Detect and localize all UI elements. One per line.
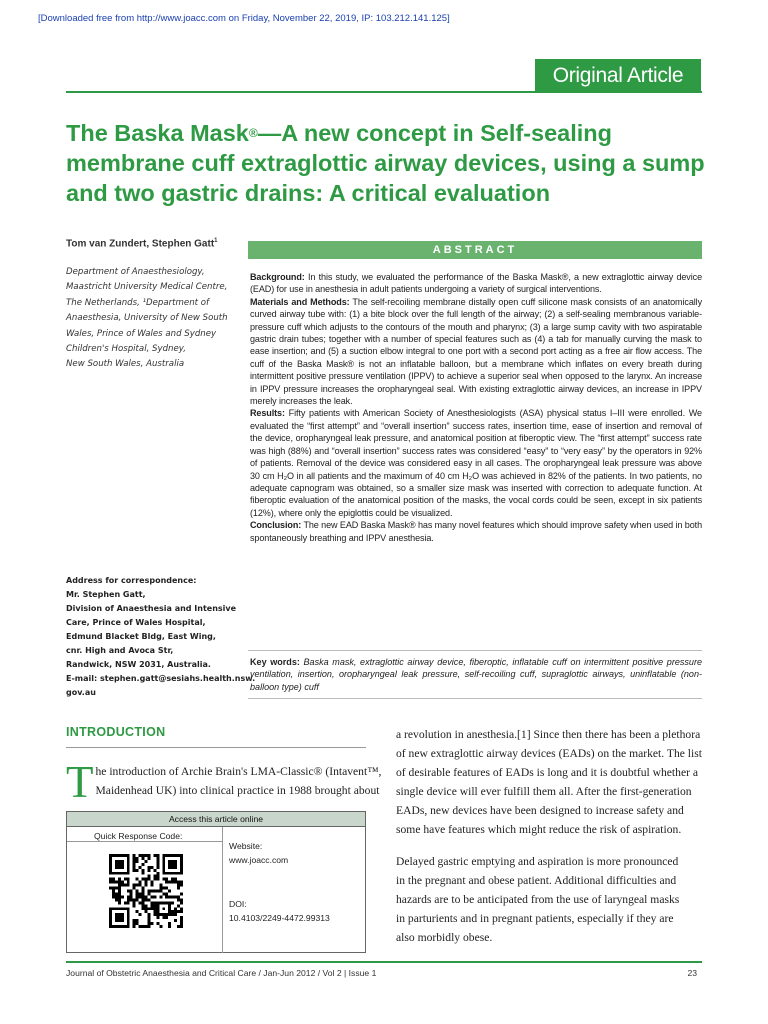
affiliation-line: New South Wales, Australia — [66, 359, 185, 370]
download-note: [Downloaded free from http://www.joacc.com on Friday, November 22, 2019, IP: 103.212.141.125] — [38, 13, 450, 24]
body-line: a revolution in anesthesia.[1] Since then there has been a plethora — [396, 728, 701, 741]
body-line: some have features which might reduce the risk of aspiration. — [396, 823, 682, 836]
body-line: in parturients and in pregnant patients, especially if they are — [396, 912, 674, 925]
abstract-section-label: Results: — [250, 408, 285, 419]
abstract-results — [250, 407, 702, 519]
drop-cap: T — [66, 757, 94, 807]
article-title — [66, 118, 716, 208]
qr-code-icon[interactable] — [109, 854, 183, 928]
abstract-conclusion — [250, 519, 702, 544]
keywords-label: Key words: — [250, 657, 300, 667]
abstract-section-label: Conclusion: — [250, 520, 302, 531]
access-box-divider — [222, 827, 223, 953]
abstract-section-label: Materials and Methods: — [250, 296, 350, 307]
title-part-2: —A new concept in Self-sealing membrane cuff extraglottic airway devices, using a sump and two gastric drains: A critical evaluation — [66, 120, 705, 206]
doi-label: DOI: — [229, 899, 247, 909]
affiliation-line: The Netherlands, ¹Department of — [66, 297, 210, 308]
keywords — [250, 656, 702, 693]
body-line: EADs, new devices have been designed to increase safety and — [396, 804, 684, 817]
access-box-header: Access this article online — [67, 812, 365, 827]
access-box-divider — [67, 841, 222, 842]
intro-right-column — [396, 725, 702, 947]
keywords-text: Baska mask, extraglottic airway device, fiberoptic, inflatable cuff on intermittent positive pressure ventilation, insertion, oropharyngeal leak pressure, self-recoiling cuff, supraglottic airways, uninflatable (non-balloon type) cuff — [250, 657, 702, 692]
abstract-section-text: In this study, we evaluated the performance of the Baska Mask®, a new extraglottic airway device (EAD) for use in anesthesia in adult patients undergoing a variety of surgical interventions. — [250, 272, 702, 295]
header-rule — [66, 91, 702, 93]
website-link[interactable]: www.joacc.com — [229, 855, 289, 865]
correspondence-email[interactable]: E-mail: stephen.gatt@sesiahs.health.nsw. — [66, 674, 256, 683]
correspondence-line: Address for correspondence: — [66, 576, 197, 585]
intro-left-column — [66, 757, 382, 807]
journal-footer: Journal of Obstetric Anaesthesia and Critical Care / Jan-Jun 2012 / Vol 2 | Issue 1 — [66, 968, 377, 978]
introduction-rule — [66, 747, 366, 748]
footer-rule — [66, 961, 702, 963]
access-online-box — [66, 811, 366, 953]
affiliation-line: Children's Hospital, Sydney, — [66, 344, 186, 355]
paragraph-gap — [396, 839, 702, 852]
correspondence-line: Mr. Stephen Gatt, — [66, 590, 146, 599]
body-line: in the pregnant and obese patient. Additional difficulties and — [396, 874, 677, 887]
correspondence-line: Division of Anaesthesia and Intensive — [66, 604, 237, 613]
website-label: Website: — [229, 841, 263, 851]
author-list — [66, 238, 218, 249]
correspondence-line: Care, Prince of Wales Hospital, — [66, 618, 206, 627]
body-line: of new extraglottic airway devices (EADs) on the market. The list — [396, 747, 702, 760]
abstract-section-text: The self-recoiling membrane distally open cuff silicone mask consists of an anatomically curved airway tube with: (1) a bite block over the full length of the airway; (2) a self-sealing membranous variable-pressure cuff which adjusts to the contours of the mouth and pharynx; (3) a large sump cavity with two aspiratable gastric drain tubes; together with a number of special features such as (4) a tab for manually curving the mask to ease insertion; and (5) a suction elbow integral to one port with a second port acting as a free air flow access. The cuff of the Baska Mask® is not an inflatable balloon, but a membrane which inflates on every breath during intermittent positive pressure ventilation (IPPV) to achieve a superior seal when opposed to the larynx. An increase in IPPV pressure increases the oropharyngeal seal. With existing extraglottic airway devices, an increase in IPPV merely increases the leak. — [250, 296, 702, 407]
affiliation-line: Maastricht University Medical Centre, — [66, 282, 228, 293]
author-affil-mark: 1 — [214, 238, 218, 244]
abstract-section-text: Fifty patients with American Society of Anesthesiologists (ASA) physical status I–III were enrolled. We evaluated the “first attempt” and “overall insertion” success rates, insertion time, ease of insertion and removal of the device, oropharyngeal leak pressure, and anatomical position at fiberoptic view. The “first attempt” success rate was high (88%) and “overall insertion” success rates was considered “easy” to “very easy” by the operators in 92% of patients. Removal of the device was considered easy in all cases. The oropharyngeal leak pressure was above 30 cm H₂O in all patients and the maximum of 40 cm H₂O was achieved in 82% of the patients. In two patients, no adequate capnogram was obtained, so a smaller size mask was inserted with correction to adequate function. At fiberoptic evaluation of the anatomical position of the masks, the vocal cords could be seen, except in six patients (12%), where only the epiglottis could be visualized. — [250, 408, 702, 518]
abstract-body — [250, 271, 702, 544]
keywords-divider-top — [248, 650, 702, 651]
keywords-divider-bottom — [248, 698, 702, 699]
abstract-header: ABSTRACT — [248, 241, 702, 259]
body-line: Maidenhead UK) into clinical practice in 1988 brought about — [95, 784, 380, 797]
title-part-1: The Baska Mask — [66, 120, 249, 146]
affiliation-line: Anaesthesia, University of New South — [66, 313, 228, 324]
introduction-heading: INTRODUCTION — [66, 725, 166, 739]
abstract-section-text: The new EAD Baska Mask® has many novel features which should improve safety when used in both spontaneously breathing and IPPV anesthesia. — [250, 520, 702, 543]
affiliations — [66, 265, 246, 373]
body-line: of desirable features of EADs is long and it is doubtful whether a — [396, 766, 699, 779]
correspondence-line: Edmund Blacket Bldg, East Wing, — [66, 632, 216, 641]
affiliation-line: Wales, Prince of Wales and Sydney — [66, 328, 217, 339]
title-registered-mark: ® — [248, 126, 258, 140]
body-line: single device will ever fulfill them all. After the first-generation — [396, 785, 692, 798]
abstract-methods — [250, 296, 702, 408]
doi-link[interactable]: 10.4103/2249-4472.99313 — [229, 913, 330, 923]
correspondence-line: cnr. High and Avoca Str, — [66, 646, 174, 655]
abstract-background — [250, 271, 702, 296]
affiliation-line: Department of Anaesthesiology, — [66, 267, 205, 277]
article-type-badge: Original Article — [535, 59, 701, 92]
correspondence-email-cont[interactable]: gov.au — [66, 688, 96, 697]
correspondence-line: Randwick, NSW 2031, Australia. — [66, 660, 211, 669]
body-line: he introduction of Archie Brain's LMA-Classic® (Intavent™, — [95, 765, 382, 778]
author-names: Tom van Zundert, Stephen Gatt — [66, 238, 215, 250]
body-line: hazards are to be anticipated from the use of laryngeal masks — [396, 893, 680, 906]
body-line: also morbidly obese. — [396, 931, 493, 944]
abstract-section-label: Background: — [250, 272, 305, 282]
body-line: Delayed gastric emptying and aspiration is more pronounced — [396, 855, 679, 868]
page-number: 23 — [687, 968, 697, 978]
correspondence-address — [66, 574, 256, 700]
qr-code-label: Quick Response Code: — [94, 831, 183, 841]
